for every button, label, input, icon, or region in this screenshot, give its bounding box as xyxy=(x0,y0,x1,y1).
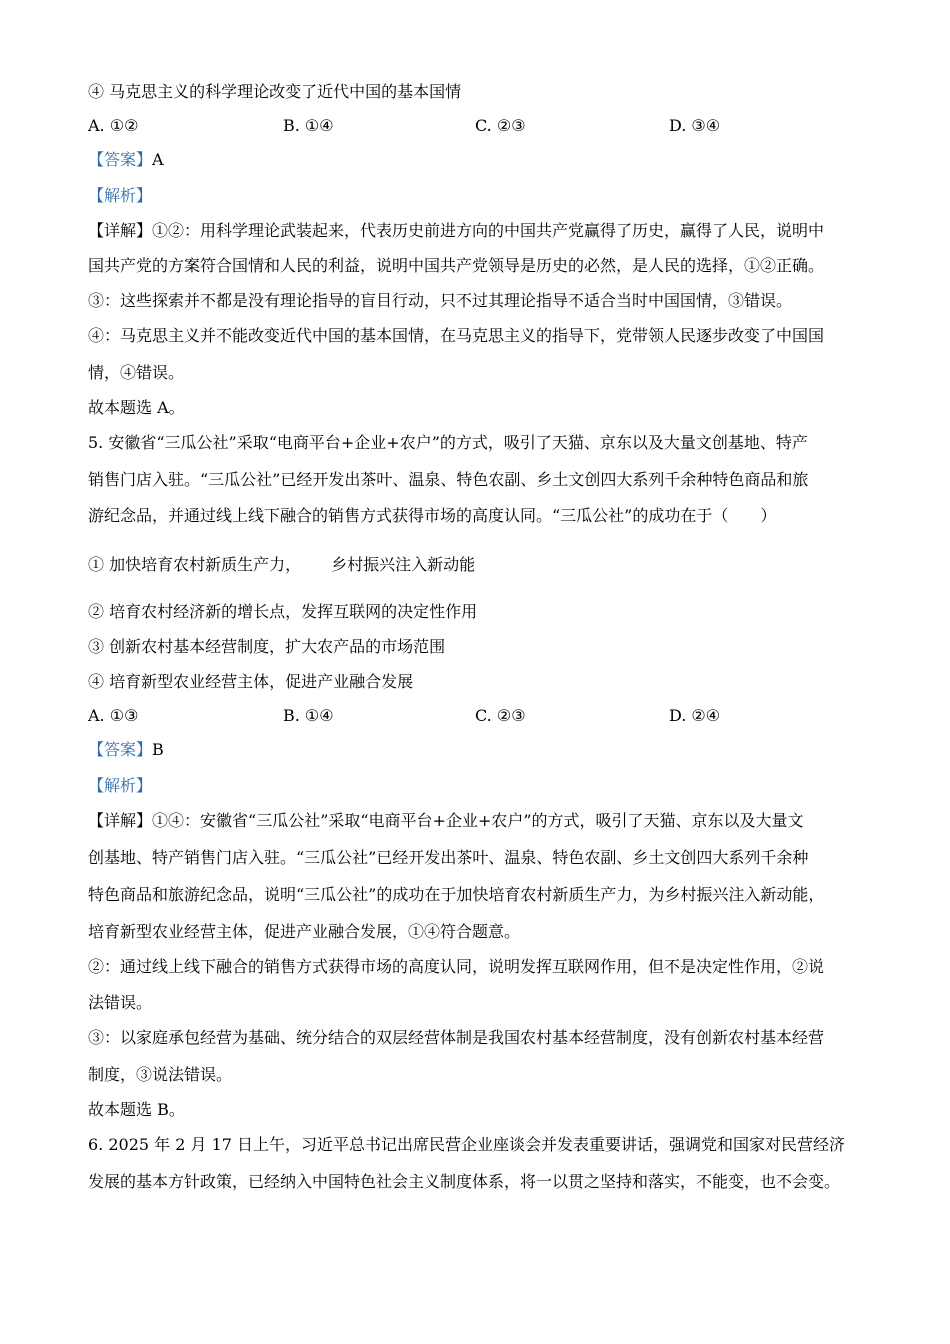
q5-conclusion: 故本题选 B。 xyxy=(88,1100,185,1119)
detail-tag: 【详解】 xyxy=(88,221,153,240)
answer-tag: 【答案】 xyxy=(88,150,153,169)
answer-value: B xyxy=(152,740,164,759)
q4-options xyxy=(88,114,878,138)
q5-item-3: ③ 创新农村基本经营制度，扩大农产品的市场范围 xyxy=(88,637,446,656)
q5-stem-line: 5. 安徽省“三瓜公社”采取“电商平台+企业+农户”的方式，吸引了天猫、京东以及大量文创基地、特产 xyxy=(88,433,808,452)
q5-detail-line: 法错误。 xyxy=(88,993,153,1012)
q4-answer xyxy=(88,148,164,172)
q5-detail-line: 制度，③说法错误。 xyxy=(88,1065,233,1084)
q5-detail-line: 创基地、特产销售门店入驻。“三瓜公社”已经开发出茶叶、温泉、特色农副、乡土文创四大系列千余种 xyxy=(88,848,809,867)
q4-option-a: A. ①② xyxy=(88,116,139,135)
detail-text: ①②：用科学理论武装起来，代表历史前进方向的中国共产党赢得了历史，赢得了人民，说明中 xyxy=(152,221,825,240)
answer-value: A xyxy=(152,150,164,169)
q5-stem-line: 销售门店入驻。“三瓜公社”已经开发出茶叶、温泉、特色农副、乡土文创四大系列千余种特色商品和旅 xyxy=(88,470,809,489)
q5-item-2: ② 培育农村经济新的增长点，发挥互联网的决定性作用 xyxy=(88,602,478,621)
q4-option-d: D. ③④ xyxy=(669,116,721,135)
q5-detail-line: 培育新型农业经营主体，促进产业融合发展，①④符合题意。 xyxy=(88,922,521,941)
q5-analysis-tag: 【解析】 xyxy=(88,776,153,795)
q5-option-b: B. ①④ xyxy=(283,706,334,725)
q5-option-c: C. ②③ xyxy=(475,706,526,725)
q5-item-4: ④ 培育新型农业经营主体，促进产业融合发展 xyxy=(88,672,414,691)
q4-conclusion: 故本题选 A。 xyxy=(88,398,185,417)
q4-detail-line: ④：马克思主义并不能改变近代中国的基本国情，在马克思主义的指导下，党带领人民逐步改变了中国国 xyxy=(88,326,825,345)
q5-detail-line: ②：通过线上线下融合的销售方式获得市场的高度认同，说明发挥互联网作用，但不是决定性作用，②说 xyxy=(88,957,825,976)
q4-analysis-tag: 【解析】 xyxy=(88,186,153,205)
q4-detail-line xyxy=(88,219,824,243)
q4-item-4: ④ 马克思主义的科学理论改变了近代中国的基本国情 xyxy=(88,82,462,101)
q5-stem-line: 游纪念品，并通过线上线下融合的销售方式获得市场的高度认同。“三瓜公社”的成功在于（ ） xyxy=(88,506,777,525)
q5-item-1-part-b: 乡村振兴注入新动能 xyxy=(331,555,476,574)
q4-option-b: B. ①④ xyxy=(283,116,334,135)
q5-option-d: D. ②④ xyxy=(669,706,721,725)
q4-detail-line: 国共产党的方案符合国情和人民的利益，说明中国共产党领导是历史的必然，是人民的选择，①②正确。 xyxy=(88,256,825,275)
q5-detail-line: 特色商品和旅游纪念品，说明“三瓜公社”的成功在于加快培育农村新质生产力，为乡村振兴注入新动能， xyxy=(88,885,825,904)
q5-item-1-part-a: ① 加快培育农村新质生产力， xyxy=(88,555,302,574)
detail-tag: 【详解】 xyxy=(88,811,153,830)
q4-option-c: C. ②③ xyxy=(475,116,526,135)
q5-option-a: A. ①③ xyxy=(88,706,139,725)
answer-tag: 【答案】 xyxy=(88,740,153,759)
q4-detail-line: ③：这些探索并不都是没有理论指导的盲目行动，只不过其理论指导不适合当时中国国情，③错误。 xyxy=(88,291,793,310)
q5-detail-line xyxy=(88,809,804,833)
q5-item-1 xyxy=(88,553,475,577)
q6-stem-line: 发展的基本方针政策，已经纳入中国特色社会主义制度体系，将一以贯之坚持和落实，不能变，也不会变。 xyxy=(88,1172,841,1191)
q5-detail-line: ③：以家庭承包经营为基础、统分结合的双层经营体制是我国农村基本经营制度，没有创新农村基本经营 xyxy=(88,1028,825,1047)
q5-options xyxy=(88,704,878,728)
q6-stem-line: 6. 2025 年 2 月 17 日上午，习近平总书记出席民营企业座谈会并发表重要讲话，强调党和国家对民营经济 xyxy=(88,1135,846,1154)
detail-text: ①④：安徽省“三瓜公社”采取“电商平台+企业+农户”的方式，吸引了天猫、京东以及大量文 xyxy=(152,811,804,830)
q4-detail-line: 情，④错误。 xyxy=(88,363,185,382)
q5-answer xyxy=(88,738,164,762)
